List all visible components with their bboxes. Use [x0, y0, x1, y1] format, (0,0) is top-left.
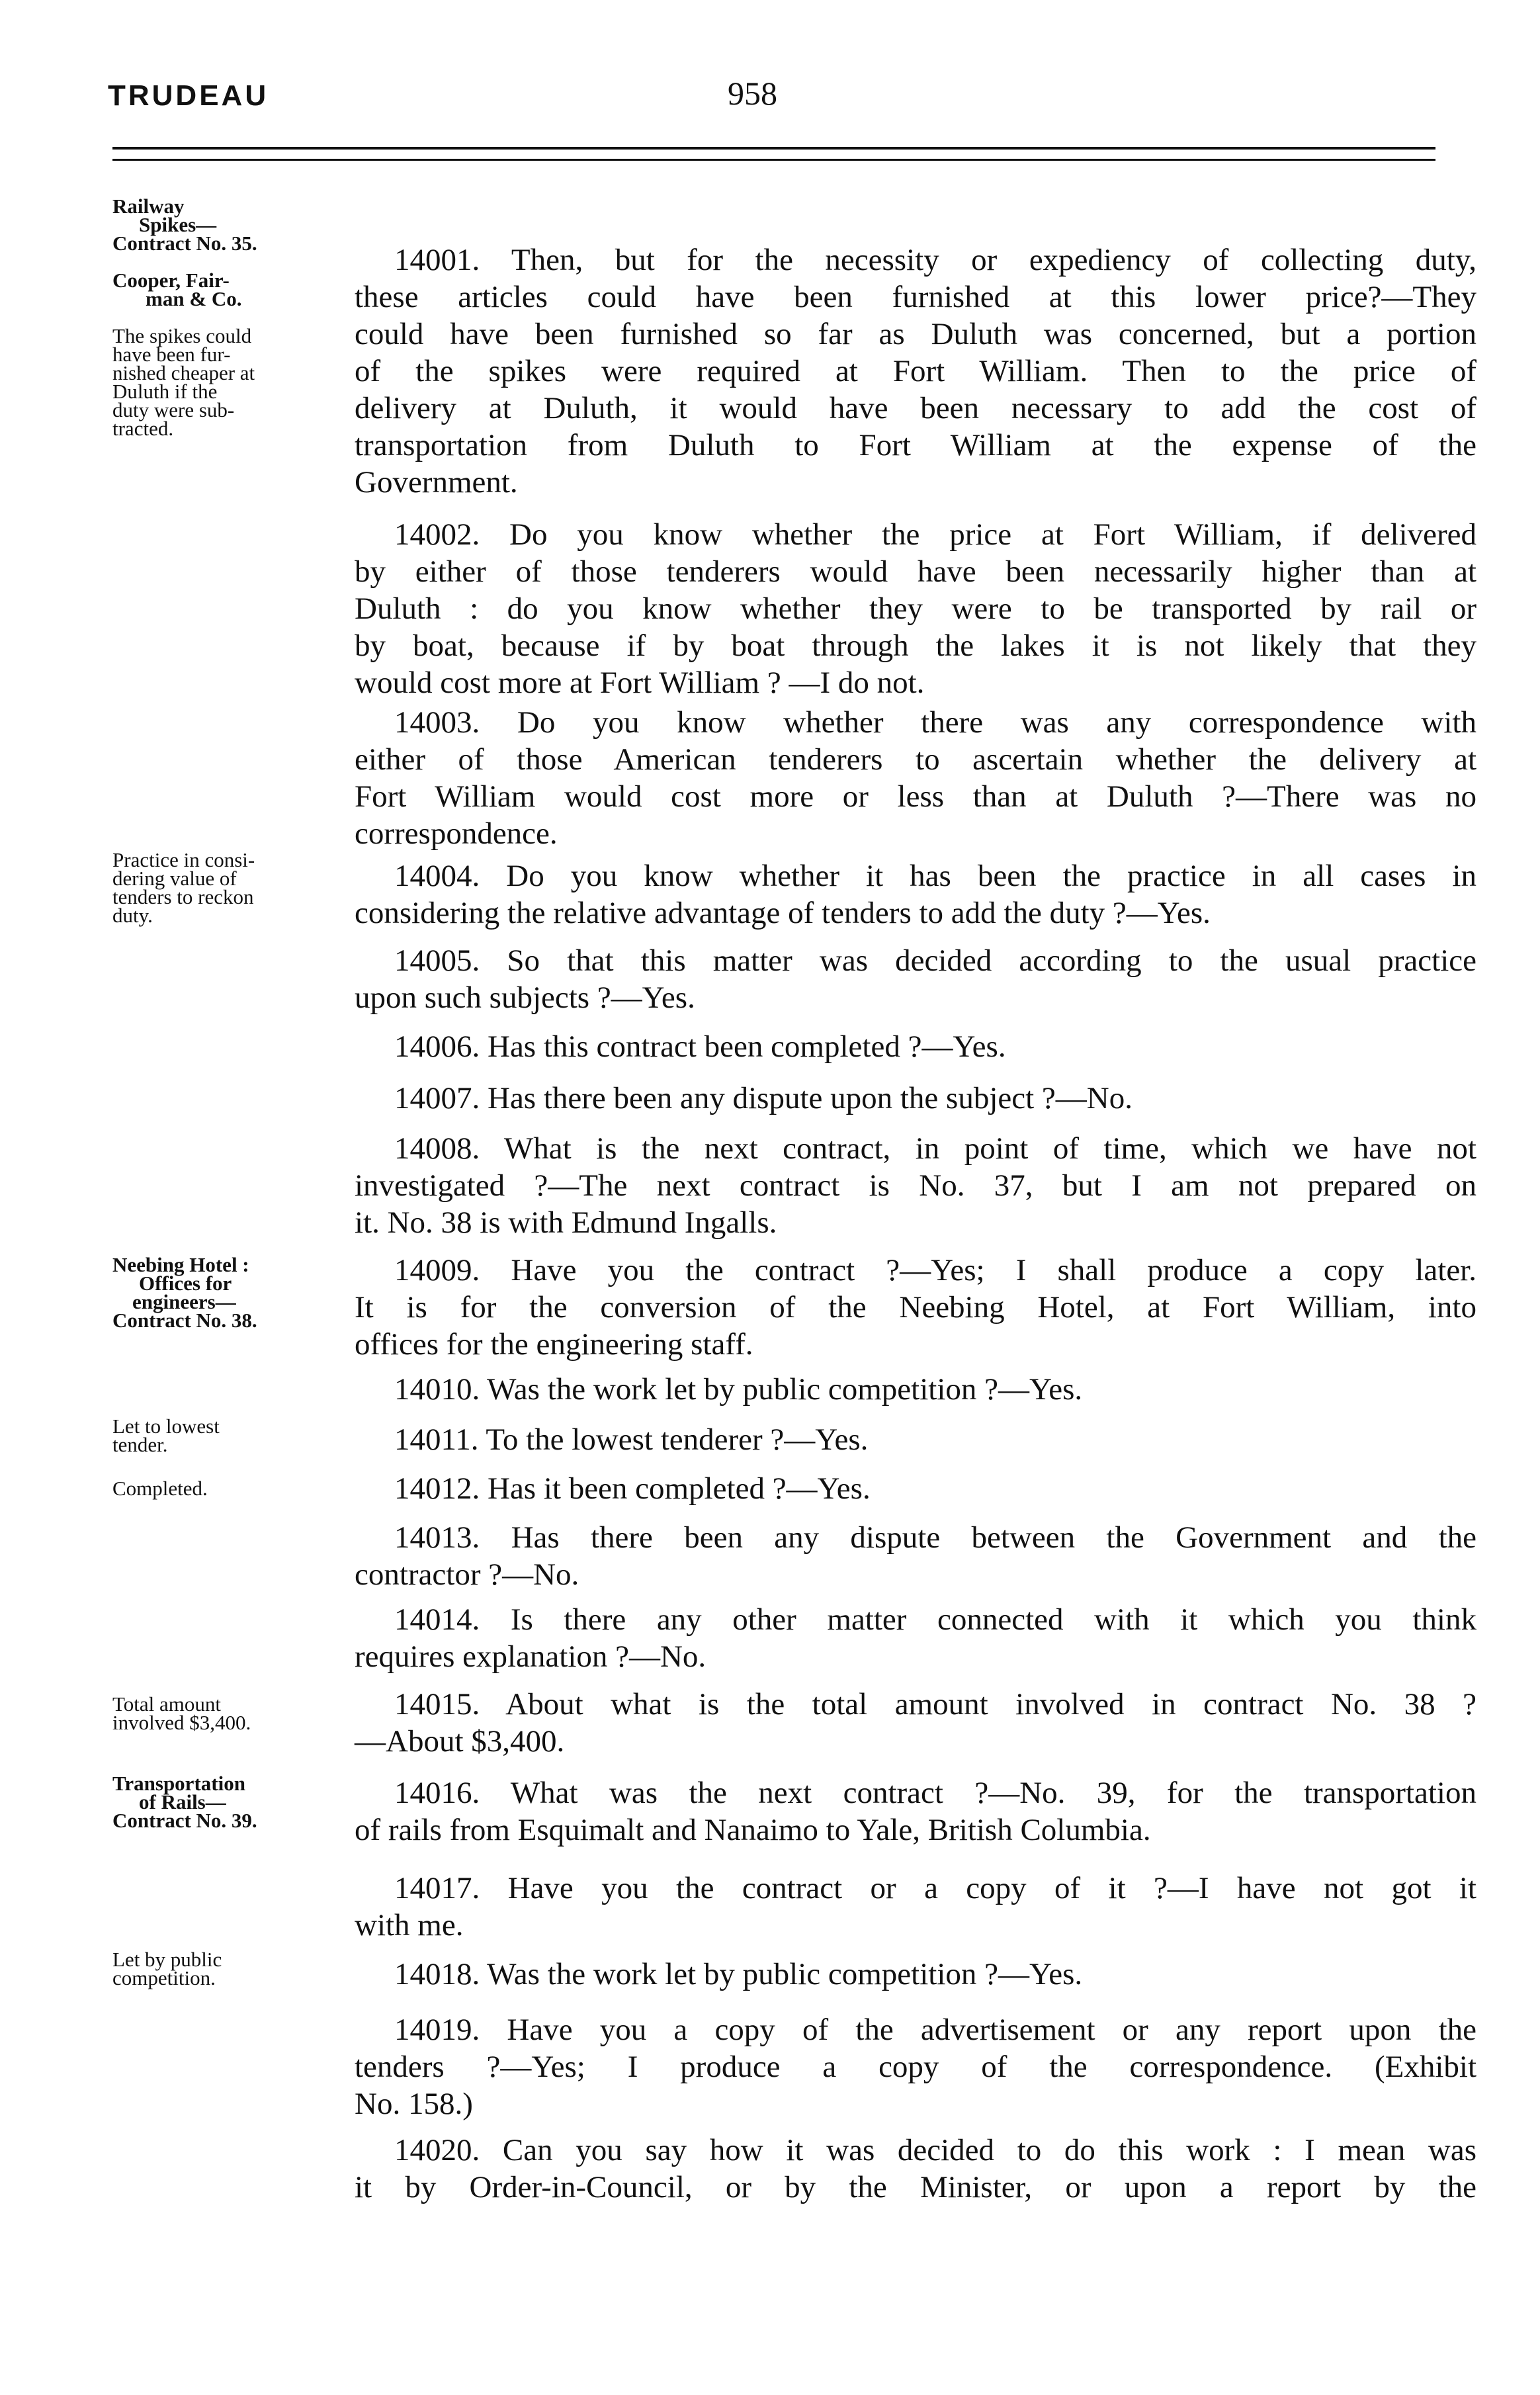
- text-line: either of those American tenderers to ascertain whether the delivery at: [355, 742, 1476, 777]
- text-line: delivery at Duluth, it would have been necessary to add the cost of: [355, 391, 1476, 425]
- paragraph-14015: [355, 1686, 1476, 1760]
- text-line: investigated ?—The next contract is No. 37, but I am not prepared on: [355, 1168, 1476, 1203]
- text-line: by boat, because if by boat through the lakes it is not likely that they: [355, 629, 1476, 663]
- paragraph-14010: [355, 1371, 1476, 1408]
- paragraph-14002: [355, 516, 1476, 701]
- text-line: would cost more at Fort William ? —I do not.: [355, 666, 925, 700]
- text-line: of rails from Esquimalt and Nanaimo to Yale, British Columbia.: [355, 1813, 1151, 1847]
- text-line: 14018. Was the work let by public competition ?—Yes.: [394, 1957, 1083, 1991]
- text-line: 14019. Have you a copy of the advertisement or any report upon the: [394, 2013, 1476, 2047]
- sidenote-line: nished cheaper at: [112, 361, 255, 384]
- sidenote-transportation-rails: [112, 1774, 357, 1830]
- text-line: 14003. Do you know whether there was any correspondence with: [394, 705, 1476, 740]
- text-line: 14013. Has there been any dispute between the Government and the: [394, 1520, 1476, 1555]
- sidenote-line: Contract No. 38.: [112, 1309, 257, 1332]
- sidenote-line: Let to lowest: [112, 1415, 220, 1438]
- text-line: 14007. Has there been any dispute upon the subject ?—No.: [394, 1081, 1133, 1115]
- sidenote-line: Contract No. 35.: [112, 232, 257, 255]
- sidenote-line: tracted.: [112, 417, 174, 440]
- paragraph-14019: [355, 2011, 1476, 2122]
- paragraph-14011: [355, 1421, 1476, 1458]
- paragraph-14016: [355, 1774, 1476, 1849]
- text-line: Fort William would cost more or less than at Duluth ?—There was no: [355, 779, 1476, 814]
- header-rule-bottom: [112, 159, 1435, 161]
- sidenote-spikes-cheaper: [112, 324, 357, 440]
- text-line: 14002. Do you know whether the price at Fort William, if delivered: [394, 517, 1476, 552]
- text-line: contractor ?—No.: [355, 1557, 579, 1592]
- text-line: these articles could have been furnished at this lower price?—They: [355, 280, 1476, 314]
- sidenote-line: Railway: [112, 195, 185, 218]
- text-line: 14015. About what is the total amount involved in contract No. 38 ?: [394, 1687, 1476, 1721]
- sidenote-line: duty.: [112, 904, 153, 927]
- text-line: 14020. Can you say how it was decided to do this work : I mean was: [394, 2133, 1476, 2167]
- sidenote-line: duty were sub-: [112, 398, 235, 421]
- sidenote-cooper-fairman: [112, 271, 357, 308]
- paragraph-14009: [355, 1252, 1476, 1363]
- sidenote-neebing-hotel: [112, 1253, 357, 1332]
- paragraph-14012: [355, 1470, 1476, 1507]
- paragraph-14005: [355, 942, 1476, 1016]
- sidenote-line: Neebing Hotel :: [112, 1253, 249, 1276]
- text-line: could have been furnished so far as Duluth was concerned, but a portion: [355, 317, 1476, 351]
- paragraph-14013: [355, 1519, 1476, 1593]
- text-line: considering the relative advantage of tenders to add the duty ?—Yes.: [355, 896, 1211, 930]
- text-line: —About $3,400.: [355, 1724, 565, 1759]
- sidenote-line: Cooper, Fair-: [112, 269, 230, 292]
- sidenote-line: Practice in consi-: [112, 848, 255, 871]
- text-line: 14009. Have you the contract ?—Yes; I shall produce a copy later.: [394, 1253, 1476, 1287]
- sidenote-line: competition.: [112, 1966, 216, 1989]
- sidenote-completed: [112, 1479, 357, 1498]
- text-line: it by Order-in-Council, or by the Minister, or upon a report by the: [355, 2170, 1476, 2204]
- sidenote-total-amount: [112, 1692, 357, 1734]
- sidenote-line: Duluth if the: [112, 380, 218, 403]
- text-line: Duluth : do you know whether they were to be transported by rail or: [355, 591, 1476, 626]
- text-line: Government.: [355, 465, 518, 500]
- sidenote-line: man & Co.: [146, 287, 242, 310]
- text-line: 14014. Is there any other matter connected with it which you think: [394, 1602, 1476, 1637]
- paragraph-14017: [355, 1870, 1476, 1944]
- running-title: TRUDEAU: [108, 79, 269, 112]
- header-rule-top: [112, 147, 1435, 150]
- sidenote-line: tenders to reckon: [112, 885, 254, 908]
- text-line: correspondence.: [355, 816, 558, 851]
- text-line: 14004. Do you know whether it has been the practice in all cases in: [394, 859, 1476, 893]
- text-line: 14006. Has this contract been completed ?—Yes.: [394, 1029, 1006, 1064]
- page-number: 958: [728, 75, 777, 112]
- sidenote-line: involved $3,400.: [112, 1711, 251, 1734]
- paragraph-14007: [355, 1080, 1476, 1117]
- text-line: with me.: [355, 1908, 464, 1942]
- text-line: 14010. Was the work let by public competition ?—Yes.: [394, 1372, 1083, 1407]
- text-line: upon such subjects ?—Yes.: [355, 980, 695, 1015]
- text-line: 14016. What was the next contract ?—No. 39, for the transportation: [394, 1776, 1476, 1810]
- sidenote-line: dering value of: [112, 867, 237, 890]
- text-line: 14017. Have you the contract or a copy of it ?—I have not got it: [394, 1871, 1476, 1905]
- text-line: 14005. So that this matter was decided according to the usual practice: [394, 943, 1476, 978]
- text-line: tenders ?—Yes; I produce a copy of the correspondence. (Exhibit: [355, 2050, 1476, 2084]
- text-line: No. 158.): [355, 2087, 473, 2121]
- sidenote-let-public: [112, 1950, 357, 1987]
- text-line: it. No. 38 is with Edmund Ingalls.: [355, 1205, 777, 1240]
- sidenote-line: Spikes—: [139, 213, 217, 236]
- sidenote-line: Let by public: [112, 1948, 222, 1971]
- text-line: offices for the engineering staff.: [355, 1327, 753, 1362]
- sidenote-line: Contract No. 39.: [112, 1809, 257, 1832]
- text-line: by either of those tenderers would have been necessarily higher than at: [355, 554, 1476, 589]
- sidenote-line: engineers—: [132, 1290, 236, 1313]
- paragraph-14003: [355, 704, 1476, 852]
- text-line: 14012. Has it been completed ?—Yes.: [394, 1471, 871, 1506]
- text-line: 14008. What is the next contract, in point of time, which we have not: [394, 1131, 1476, 1166]
- text-line: 14001. Then, but for the necessity or expediency of collecting duty,: [394, 243, 1476, 277]
- sidenote-line: of Rails—: [139, 1790, 226, 1813]
- sidenote-railway-spikes: [112, 197, 357, 253]
- paragraph-14004: [355, 857, 1476, 932]
- sidenote-line: Offices for: [139, 1272, 232, 1295]
- sidenote-line: Completed.: [112, 1477, 208, 1500]
- sidenote-line: have been fur-: [112, 343, 231, 366]
- text-line: 14011. To the lowest tenderer ?—Yes.: [394, 1422, 869, 1457]
- sidenote-line: Total amount: [112, 1692, 221, 1716]
- sidenote-line: Transportation: [112, 1772, 245, 1795]
- paragraph-14006: [355, 1028, 1476, 1065]
- sidenote-let-lowest: [112, 1417, 357, 1454]
- paragraph-14008: [355, 1130, 1476, 1241]
- sidenote-practice-duty: [112, 848, 357, 927]
- text-line: requires explanation ?—No.: [355, 1639, 706, 1674]
- paragraph-14001: [355, 241, 1476, 501]
- text-line: transportation from Duluth to Fort William at the expense of the: [355, 428, 1476, 462]
- text-line: of the spikes were required at Fort William. Then to the price of: [355, 354, 1476, 388]
- sidenote-line: The spikes could: [112, 324, 252, 347]
- text-line: It is for the conversion of the Neebing Hotel, at Fort William, into: [355, 1290, 1476, 1325]
- paragraph-14020: [355, 2132, 1476, 2206]
- sidenote-line: tender.: [112, 1433, 168, 1456]
- paragraph-14014: [355, 1601, 1476, 1675]
- paragraph-14018: [355, 1956, 1476, 1993]
